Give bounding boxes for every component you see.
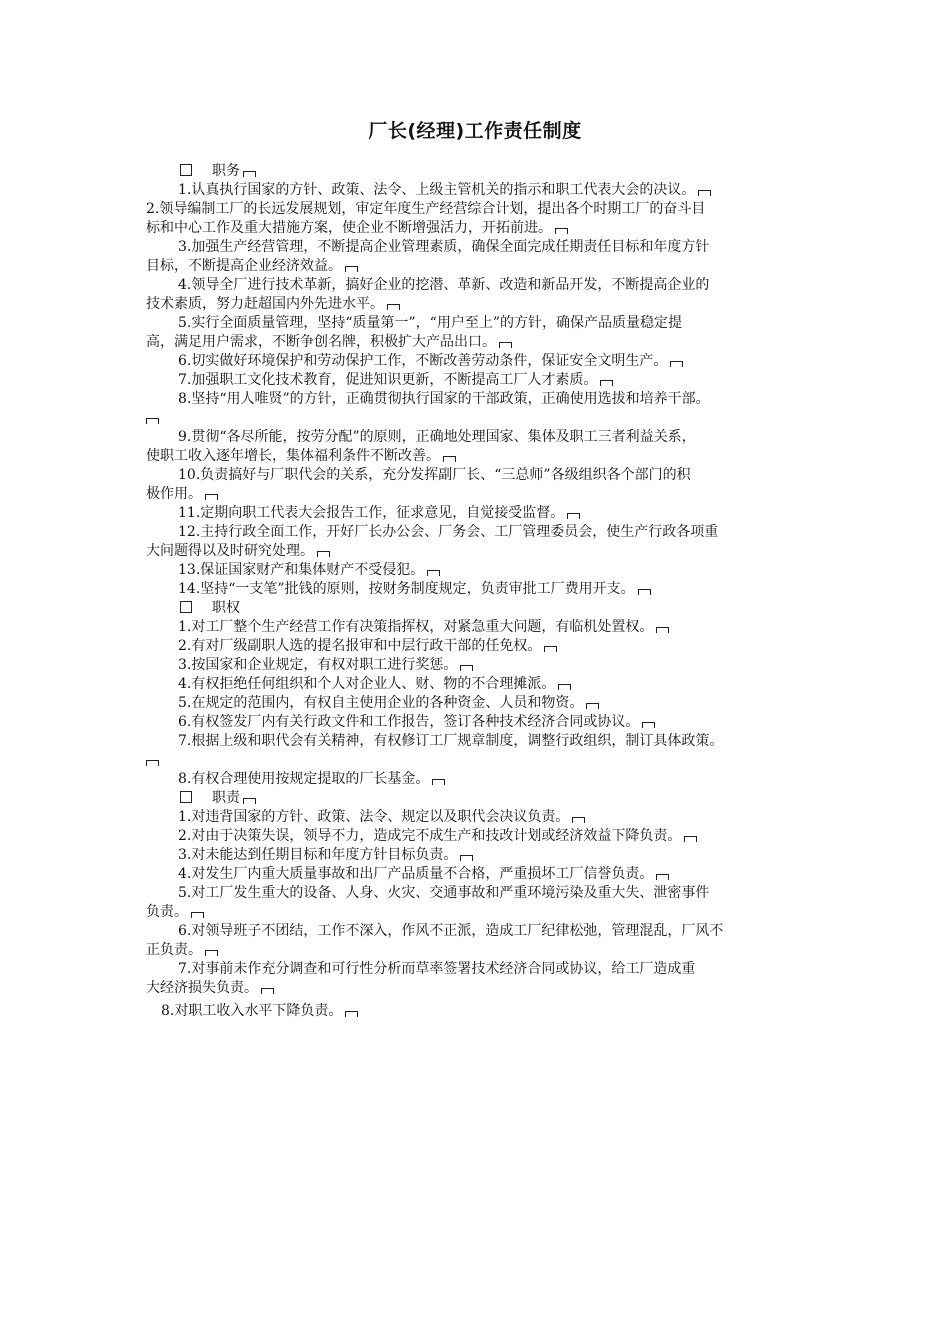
section-heading-powers: 职权 — [146, 599, 814, 618]
paragraph-mark-icon — [427, 570, 440, 576]
text-line: 7.对事前未作充分调查和可行性分析而草率签署技术经济合同或协议，给工厂造成重 — [178, 961, 696, 977]
paragraph-mark-icon — [586, 703, 599, 709]
paragraph-mark-icon — [146, 760, 159, 766]
text-line: 3.加强生产经营管理，不断提高企业管理素质，确保全面完成任期责任目标和年度方针 — [178, 239, 710, 255]
text-line: 4.对发生厂内重大质量事故和出厂产品质量不合格，严重损坏工厂信誉负责。 — [146, 865, 814, 884]
paragraph-mark-icon — [345, 1011, 358, 1017]
text-line: 标和中心工作及重大措施方案，使企业不断增强活力，开拓前进。 — [146, 219, 814, 238]
paragraph-mark-icon — [600, 380, 613, 386]
text-line: 12.主持行政全面工作，开好厂长办公会、厂务会、工厂管理委员会，使生产行政各项重 — [178, 524, 719, 540]
paragraph-mark-icon — [638, 589, 651, 595]
paragraph-mark-icon — [460, 855, 473, 861]
text-line: 6.切实做好环境保护和劳动保护工作，不断改善劳动条件，保证安全文明生产。 — [146, 352, 814, 371]
paragraph-mark-icon — [317, 551, 330, 557]
paragraph-mark-icon — [499, 342, 512, 348]
text-line: 5.对工厂发生重大的设备、人身、火灾、交通事故和严重环境污染及重大失、泄密事件 — [178, 885, 710, 901]
text-line: 7.根据上级和职代会有关精神，有权修订工厂规章制度，调整行政组织，制订具体政策。 — [178, 733, 724, 749]
text-line: 13.保证国家财产和集体财产不受侵犯。 — [146, 561, 814, 580]
section-heading-duties: 职务 — [146, 162, 814, 181]
text-line: 6.对领导班子不团结，工作不深入，作风不正派，造成工厂纪律松弛，管理混乱，厂风不 — [178, 923, 724, 939]
paragraph-mark-icon — [642, 722, 655, 728]
paragraph-mark-icon — [460, 665, 473, 671]
text-line: 8.有权合理使用按规定提取的厂长基金。 — [146, 770, 814, 789]
paragraph-mark-icon — [243, 171, 256, 177]
paragraph-mark-icon — [443, 456, 456, 462]
text-line: 3.对未能达到任期目标和年度方针目标负责。 — [146, 846, 814, 865]
text-line: 11.定期向职工代表大会报告工作，征求意见，自觉接受监督。 — [146, 504, 814, 523]
text-line: 使职工收入逐年增长，集体福利条件不断改善。 — [146, 447, 814, 466]
text-line: 14.坚持“一支笔”批钱的原则，按财务制度规定，负责审批工厂费用开支。 — [146, 580, 814, 599]
paragraph-mark-icon — [670, 361, 683, 367]
text-line: 7.加强职工文化技术教育，促进知识更新，不断提高工厂人才素质。 — [146, 371, 814, 390]
paragraph-mark-icon — [558, 684, 571, 690]
text-line: 9.贯彻“各尽所能，按劳分配”的原则，正确地处理国家、集体及职工三者利益关系， — [178, 429, 696, 445]
checkbox-icon — [180, 601, 192, 613]
text-line: 5.在规定的范围内，有权自主使用企业的各种资金、人员和物资。 — [146, 694, 814, 713]
text-line: 4.领导全厂进行技术革新，搞好企业的挖潜、革新、改造和新品开发，不断提高企业的 — [178, 277, 710, 293]
paragraph-mark-icon — [146, 418, 159, 424]
text-line: 技术素质，努力赶超国内外先进水平。 — [146, 295, 814, 314]
text-line: 1.对违背国家的方针、政策、法令、规定以及职代会决议负责。 — [146, 808, 814, 827]
document-body — [146, 162, 814, 1021]
paragraph-mark-icon — [656, 874, 669, 880]
text-line — [146, 751, 814, 770]
paragraph-mark-icon — [698, 190, 711, 196]
paragraph-mark-icon — [345, 266, 358, 272]
text-line: 极作用。 — [146, 485, 814, 504]
text-line: 目标，不断提高企业经济效益。 — [146, 257, 814, 276]
text-line: 8.坚持“用人唯贤”的方针，正确贯彻执行国家的干部政策，正确使用选拔和培养干部。 — [178, 391, 710, 407]
paragraph-mark-icon — [656, 627, 669, 633]
text-line: 负责。 — [146, 903, 814, 922]
text-line: 1.对工厂整个生产经营工作有决策指挥权，对紧急重大问题，有临机处置权。 — [146, 618, 814, 637]
text-line: 1.认真执行国家的方针、政策、法令、上级主管机关的指示和职工代表大会的决议。 — [146, 181, 814, 200]
paragraph-mark-icon — [205, 494, 218, 500]
paragraph-mark-icon — [261, 988, 274, 994]
paragraph-mark-icon — [544, 646, 557, 652]
section-heading-responsibilities: 职责 — [146, 789, 814, 808]
document-title: 厂长(经理)工作责任制度 — [368, 120, 582, 142]
paragraph-mark-icon — [684, 836, 697, 842]
text-line: 5.实行全面质量管理，坚持“质量第一”，“用户至上”的方针，确保产品质量稳定提 — [178, 315, 682, 331]
paragraph-mark-icon — [572, 817, 585, 823]
text-line: 高，满足用户需求，不断争创名牌，积极扩大产品出口。 — [146, 333, 814, 352]
text-line: 8.对职工收入水平下降负责。 — [146, 1002, 814, 1021]
text-line: 2.有对厂级副职人选的提名报审和中层行政干部的任免权。 — [146, 637, 814, 656]
text-line: 4.有权拒绝任何组织和个人对企业人、财、物的不合理摊派。 — [146, 675, 814, 694]
paragraph-mark-icon — [243, 798, 256, 804]
paragraph-mark-icon — [567, 513, 580, 519]
paragraph-mark-icon — [387, 304, 400, 310]
text-line — [146, 409, 814, 428]
checkbox-icon — [180, 791, 192, 803]
text-line: 正负责。 — [146, 941, 814, 960]
text-line: 2.对由于决策失误，领导不力，造成完不成生产和技改计划或经济效益下降负责。 — [146, 827, 814, 846]
paragraph-mark-icon — [555, 228, 568, 234]
text-line: 2.领导编制工厂的长远发展规划，审定年度生产经营综合计划，提出各个时期工厂的奋斗目 — [146, 201, 706, 217]
text-line: 10.负责搞好与厂职代会的关系，充分发挥副厂长、“三总师”各级组织各个部门的积 — [178, 467, 691, 483]
paragraph-mark-icon — [432, 779, 445, 785]
text-line: 大经济损失负责。 — [146, 979, 814, 998]
text-line: 6.有权签发厂内有关行政文件和工作报告，签订各种技术经济合同或协议。 — [146, 713, 814, 732]
paragraph-mark-icon — [205, 950, 218, 956]
paragraph-mark-icon — [191, 912, 204, 918]
text-line: 3.按国家和企业规定，有权对职工进行奖惩。 — [146, 656, 814, 675]
text-line: 大问题得以及时研究处理。 — [146, 542, 814, 561]
checkbox-icon — [180, 164, 192, 176]
